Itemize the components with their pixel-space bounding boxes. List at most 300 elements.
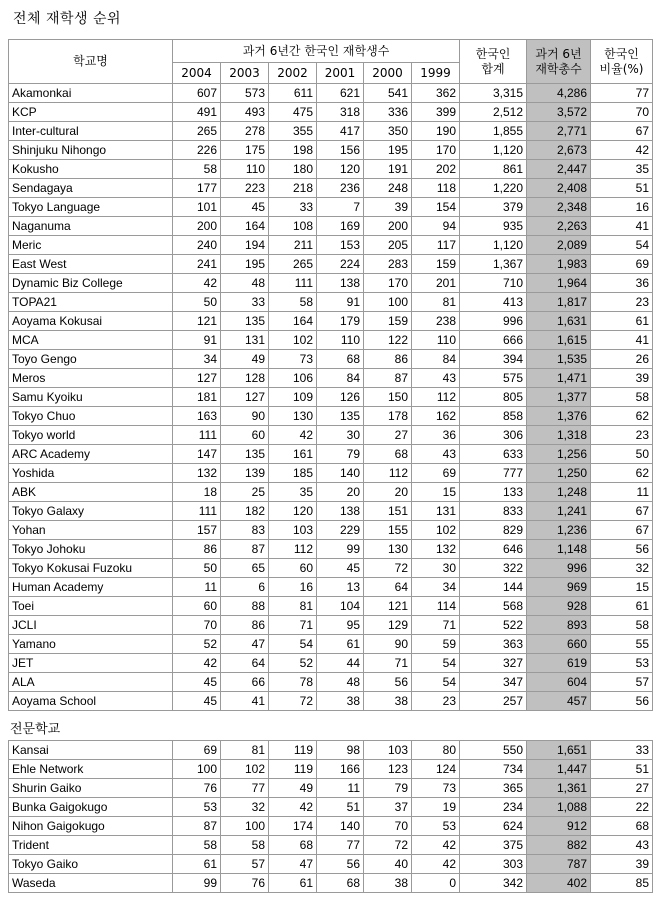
school-name-cell: Toei <box>9 597 173 616</box>
table-row <box>9 312 653 331</box>
korean-total-cell: 858 <box>460 407 527 426</box>
school-name-cell: Kansai <box>9 741 173 760</box>
korean-ratio-cell: 58 <box>591 616 653 635</box>
school-name-cell: TOPA21 <box>9 293 173 312</box>
year-2002-cell: 174 <box>269 817 317 836</box>
year-2001-cell: 224 <box>317 255 364 274</box>
year-1999-cell: 94 <box>412 217 460 236</box>
year-1999-cell: 110 <box>412 331 460 350</box>
year-2000-cell: 100 <box>364 293 412 312</box>
year-2003-cell: 48 <box>221 274 269 293</box>
year-1999-cell: 170 <box>412 141 460 160</box>
korean-total-cell: 379 <box>460 198 527 217</box>
year-2003-cell: 66 <box>221 673 269 692</box>
year-2004-cell: 61 <box>173 855 221 874</box>
table-row <box>9 855 653 874</box>
year-2004-cell: 18 <box>173 483 221 502</box>
year-2002-cell: 102 <box>269 331 317 350</box>
table-row <box>9 179 653 198</box>
six-year-total-cell: 2,673 <box>527 141 591 160</box>
year-1999-cell: 131 <box>412 502 460 521</box>
korean-total-cell: 935 <box>460 217 527 236</box>
year-2004-cell: 42 <box>173 654 221 673</box>
table-row <box>9 274 653 293</box>
korean-total-cell: 363 <box>460 635 527 654</box>
year-2004-cell: 265 <box>173 122 221 141</box>
year-2004-cell: 58 <box>173 160 221 179</box>
year-2002-cell: 42 <box>269 426 317 445</box>
year-2001-cell: 99 <box>317 540 364 559</box>
school-name-cell: Yohan <box>9 521 173 540</box>
year-2001-cell: 51 <box>317 798 364 817</box>
korean-ratio-cell: 67 <box>591 122 653 141</box>
year-2001-cell: 48 <box>317 673 364 692</box>
year-2003-cell: 87 <box>221 540 269 559</box>
year-2002-cell: 161 <box>269 445 317 464</box>
year-1999-cell: 54 <box>412 654 460 673</box>
korean-total-cell: 568 <box>460 597 527 616</box>
table-row <box>9 760 653 779</box>
school-name-cell: ABK <box>9 483 173 502</box>
six-year-total-cell: 2,408 <box>527 179 591 198</box>
year-2002-cell: 49 <box>269 779 317 798</box>
table-row <box>9 293 653 312</box>
table-row <box>9 779 653 798</box>
year-2004-cell: 11 <box>173 578 221 597</box>
year-2003-cell: 135 <box>221 445 269 464</box>
six-year-total-cell: 2,348 <box>527 198 591 217</box>
year-1999-cell: 84 <box>412 350 460 369</box>
year-2002-cell: 58 <box>269 293 317 312</box>
six-year-total-cell: 928 <box>527 597 591 616</box>
korean-ratio-cell: 61 <box>591 312 653 331</box>
korean-total-cell: 1,120 <box>460 236 527 255</box>
table-row <box>9 198 653 217</box>
table-row <box>9 84 653 103</box>
korean-ratio-cell: 56 <box>591 540 653 559</box>
table-row <box>9 635 653 654</box>
table-row <box>9 236 653 255</box>
year-2000-cell: 86 <box>364 350 412 369</box>
year-2004-cell: 99 <box>173 874 221 893</box>
korean-total-cell: 2,512 <box>460 103 527 122</box>
school-name-cell: Bunka Gaigokugo <box>9 798 173 817</box>
school-name-cell: Human Academy <box>9 578 173 597</box>
year-1999-cell: 69 <box>412 464 460 483</box>
six-year-total-cell: 1,088 <box>527 798 591 817</box>
year-2002-cell: 42 <box>269 798 317 817</box>
korean-total-cell: 144 <box>460 578 527 597</box>
year-1999-cell: 42 <box>412 855 460 874</box>
year-2000-cell: 40 <box>364 855 412 874</box>
school-name-cell: Yamano <box>9 635 173 654</box>
six-year-total-cell: 2,263 <box>527 217 591 236</box>
korean-ratio-cell: 56 <box>591 692 653 711</box>
year-2003-cell: 6 <box>221 578 269 597</box>
korean-total-cell: 996 <box>460 312 527 331</box>
korean-total-cell: 550 <box>460 741 527 760</box>
korean-ratio-cell: 69 <box>591 255 653 274</box>
year-1999-cell: 43 <box>412 445 460 464</box>
six-year-total-cell: 1,148 <box>527 540 591 559</box>
header-year-2004: 2004 <box>173 63 221 84</box>
year-2000-cell: 178 <box>364 407 412 426</box>
year-2000-cell: 112 <box>364 464 412 483</box>
year-2002-cell: 108 <box>269 217 317 236</box>
year-1999-cell: 238 <box>412 312 460 331</box>
year-2004-cell: 157 <box>173 521 221 540</box>
year-2003-cell: 175 <box>221 141 269 160</box>
year-2002-cell: 54 <box>269 635 317 654</box>
school-name-cell: Toyo Gengo <box>9 350 173 369</box>
six-year-total-cell: 893 <box>527 616 591 635</box>
year-2001-cell: 138 <box>317 274 364 293</box>
korean-ratio-cell: 77 <box>591 84 653 103</box>
korean-total-cell: 394 <box>460 350 527 369</box>
year-2001-cell: 91 <box>317 293 364 312</box>
year-1999-cell: 19 <box>412 798 460 817</box>
korean-ratio-cell: 39 <box>591 369 653 388</box>
year-2001-cell: 140 <box>317 817 364 836</box>
year-2003-cell: 223 <box>221 179 269 198</box>
year-2003-cell: 195 <box>221 255 269 274</box>
year-2004-cell: 70 <box>173 616 221 635</box>
year-2000-cell: 336 <box>364 103 412 122</box>
korean-total-cell: 734 <box>460 760 527 779</box>
year-2001-cell: 20 <box>317 483 364 502</box>
year-2001-cell: 120 <box>317 160 364 179</box>
korean-total-cell: 624 <box>460 817 527 836</box>
year-2001-cell: 135 <box>317 407 364 426</box>
korean-ratio-cell: 85 <box>591 874 653 893</box>
year-2004-cell: 87 <box>173 817 221 836</box>
year-2000-cell: 123 <box>364 760 412 779</box>
table-row <box>9 483 653 502</box>
school-name-cell: Trident <box>9 836 173 855</box>
year-2002-cell: 218 <box>269 179 317 198</box>
year-2002-cell: 72 <box>269 692 317 711</box>
year-2002-cell: 164 <box>269 312 317 331</box>
korean-total-cell: 257 <box>460 692 527 711</box>
table-row <box>9 741 653 760</box>
year-2004-cell: 241 <box>173 255 221 274</box>
school-name-cell: Waseda <box>9 874 173 893</box>
six-year-total-cell: 1,535 <box>527 350 591 369</box>
year-2003-cell: 493 <box>221 103 269 122</box>
school-name-cell: ARC Academy <box>9 445 173 464</box>
year-2000-cell: 64 <box>364 578 412 597</box>
year-2002-cell: 475 <box>269 103 317 122</box>
year-2000-cell: 350 <box>364 122 412 141</box>
year-2002-cell: 60 <box>269 559 317 578</box>
year-2000-cell: 195 <box>364 141 412 160</box>
year-2003-cell: 47 <box>221 635 269 654</box>
korean-total-cell: 833 <box>460 502 527 521</box>
header-year-2000: 2000 <box>364 63 412 84</box>
year-2001-cell: 318 <box>317 103 364 122</box>
six-year-total-cell: 2,447 <box>527 160 591 179</box>
year-1999-cell: 102 <box>412 521 460 540</box>
year-2001-cell: 166 <box>317 760 364 779</box>
korean-total-cell: 805 <box>460 388 527 407</box>
year-2002-cell: 180 <box>269 160 317 179</box>
year-2001-cell: 104 <box>317 597 364 616</box>
korean-total-cell: 413 <box>460 293 527 312</box>
year-2001-cell: 13 <box>317 578 364 597</box>
year-2004-cell: 42 <box>173 274 221 293</box>
year-2000-cell: 37 <box>364 798 412 817</box>
korean-total-cell: 710 <box>460 274 527 293</box>
school-name-cell: Meros <box>9 369 173 388</box>
year-2004-cell: 200 <box>173 217 221 236</box>
year-2004-cell: 76 <box>173 779 221 798</box>
year-1999-cell: 34 <box>412 578 460 597</box>
school-name-cell: Tokyo Gaiko <box>9 855 173 874</box>
year-2000-cell: 155 <box>364 521 412 540</box>
year-2000-cell: 191 <box>364 160 412 179</box>
year-2001-cell: 45 <box>317 559 364 578</box>
year-2002-cell: 73 <box>269 350 317 369</box>
year-2001-cell: 138 <box>317 502 364 521</box>
year-1999-cell: 362 <box>412 84 460 103</box>
year-1999-cell: 36 <box>412 426 460 445</box>
year-1999-cell: 202 <box>412 160 460 179</box>
year-2002-cell: 78 <box>269 673 317 692</box>
table-row <box>9 692 653 711</box>
year-1999-cell: 23 <box>412 692 460 711</box>
year-2000-cell: 72 <box>364 836 412 855</box>
year-2002-cell: 61 <box>269 874 317 893</box>
table-row <box>9 817 653 836</box>
school-name-cell: Yoshida <box>9 464 173 483</box>
year-2001-cell: 11 <box>317 779 364 798</box>
year-2002-cell: 33 <box>269 198 317 217</box>
school-name-cell: MCA <box>9 331 173 350</box>
year-2001-cell: 95 <box>317 616 364 635</box>
six-year-total-cell: 1,241 <box>527 502 591 521</box>
korean-ratio-cell: 51 <box>591 760 653 779</box>
korean-ratio-cell: 41 <box>591 217 653 236</box>
year-2004-cell: 60 <box>173 597 221 616</box>
six-year-total-cell: 912 <box>527 817 591 836</box>
table-row <box>9 502 653 521</box>
year-2004-cell: 45 <box>173 673 221 692</box>
year-2002-cell: 611 <box>269 84 317 103</box>
school-name-cell: Tokyo Language <box>9 198 173 217</box>
korean-total-cell: 3,315 <box>460 84 527 103</box>
table-row <box>9 798 653 817</box>
year-1999-cell: 124 <box>412 760 460 779</box>
header-six-year-total-line2: 재학총수 <box>535 61 582 76</box>
year-2000-cell: 38 <box>364 874 412 893</box>
korean-total-cell: 646 <box>460 540 527 559</box>
korean-total-cell: 1,220 <box>460 179 527 198</box>
year-1999-cell: 190 <box>412 122 460 141</box>
year-2003-cell: 131 <box>221 331 269 350</box>
year-1999-cell: 112 <box>412 388 460 407</box>
year-2004-cell: 491 <box>173 103 221 122</box>
year-2001-cell: 98 <box>317 741 364 760</box>
korean-ratio-cell: 33 <box>591 741 653 760</box>
year-2003-cell: 57 <box>221 855 269 874</box>
table-row <box>9 559 653 578</box>
six-year-total-cell: 457 <box>527 692 591 711</box>
korean-total-cell: 347 <box>460 673 527 692</box>
year-2003-cell: 65 <box>221 559 269 578</box>
year-2000-cell: 20 <box>364 483 412 502</box>
table-row <box>9 540 653 559</box>
school-name-cell: Shurin Gaiko <box>9 779 173 798</box>
year-2003-cell: 81 <box>221 741 269 760</box>
korean-ratio-cell: 54 <box>591 236 653 255</box>
vocational-school-table <box>8 740 653 893</box>
year-1999-cell: 42 <box>412 836 460 855</box>
year-2001-cell: 38 <box>317 692 364 711</box>
table-row <box>9 616 653 635</box>
korean-total-cell: 1,855 <box>460 122 527 141</box>
korean-ratio-cell: 67 <box>591 521 653 540</box>
korean-total-cell: 1,367 <box>460 255 527 274</box>
year-2000-cell: 103 <box>364 741 412 760</box>
korean-total-cell: 234 <box>460 798 527 817</box>
year-1999-cell: 159 <box>412 255 460 274</box>
korean-ratio-cell: 62 <box>591 407 653 426</box>
page-title: 전체 재학생 순위 <box>13 11 122 27</box>
year-2003-cell: 100 <box>221 817 269 836</box>
school-name-cell: KCP <box>9 103 173 122</box>
year-2003-cell: 45 <box>221 198 269 217</box>
korean-ratio-cell: 41 <box>591 331 653 350</box>
year-2004-cell: 127 <box>173 369 221 388</box>
table-row <box>9 141 653 160</box>
table-row <box>9 388 653 407</box>
year-2001-cell: 169 <box>317 217 364 236</box>
year-2004-cell: 53 <box>173 798 221 817</box>
year-2000-cell: 205 <box>364 236 412 255</box>
year-2001-cell: 68 <box>317 350 364 369</box>
six-year-total-cell: 1,236 <box>527 521 591 540</box>
year-2003-cell: 102 <box>221 760 269 779</box>
korean-ratio-cell: 67 <box>591 502 653 521</box>
year-2004-cell: 45 <box>173 692 221 711</box>
table-row <box>9 217 653 236</box>
year-1999-cell: 117 <box>412 236 460 255</box>
year-2002-cell: 35 <box>269 483 317 502</box>
year-2000-cell: 56 <box>364 673 412 692</box>
year-2000-cell: 87 <box>364 369 412 388</box>
school-name-cell: JET <box>9 654 173 673</box>
table-row <box>9 122 653 141</box>
year-2000-cell: 71 <box>364 654 412 673</box>
year-1999-cell: 201 <box>412 274 460 293</box>
six-year-total-cell: 1,250 <box>527 464 591 483</box>
six-year-total-cell: 1,471 <box>527 369 591 388</box>
korean-ratio-cell: 39 <box>591 855 653 874</box>
header-korean-ratio-line2: 비율(%) <box>599 61 644 76</box>
year-2001-cell: 126 <box>317 388 364 407</box>
table-row <box>9 673 653 692</box>
year-2000-cell: 541 <box>364 84 412 103</box>
year-2003-cell: 33 <box>221 293 269 312</box>
school-name-cell: Tokyo Galaxy <box>9 502 173 521</box>
year-2000-cell: 200 <box>364 217 412 236</box>
korean-ratio-cell: 62 <box>591 464 653 483</box>
school-name-cell: Tokyo Kokusai Fuzoku <box>9 559 173 578</box>
year-2001-cell: 30 <box>317 426 364 445</box>
year-1999-cell: 162 <box>412 407 460 426</box>
year-2000-cell: 72 <box>364 559 412 578</box>
korean-ratio-cell: 51 <box>591 179 653 198</box>
year-2002-cell: 71 <box>269 616 317 635</box>
korean-ratio-cell: 36 <box>591 274 653 293</box>
year-2002-cell: 111 <box>269 274 317 293</box>
school-name-cell: Sendagaya <box>9 179 173 198</box>
table-row <box>9 874 653 893</box>
year-2004-cell: 69 <box>173 741 221 760</box>
year-2004-cell: 34 <box>173 350 221 369</box>
six-year-total-cell: 1,361 <box>527 779 591 798</box>
year-2004-cell: 91 <box>173 331 221 350</box>
year-2000-cell: 170 <box>364 274 412 293</box>
year-1999-cell: 154 <box>412 198 460 217</box>
year-2003-cell: 139 <box>221 464 269 483</box>
six-year-total-cell: 402 <box>527 874 591 893</box>
header-yearly-group: 과거 6년간 한국인 재학생수 <box>173 40 460 63</box>
korean-total-cell: 633 <box>460 445 527 464</box>
year-1999-cell: 15 <box>412 483 460 502</box>
korean-total-cell: 306 <box>460 426 527 445</box>
header-korean-ratio-line1: 한국인 <box>604 46 639 61</box>
year-2003-cell: 135 <box>221 312 269 331</box>
six-year-total-cell: 619 <box>527 654 591 673</box>
year-2001-cell: 61 <box>317 635 364 654</box>
school-name-cell: Aoyama Kokusai <box>9 312 173 331</box>
school-name-cell: JCLI <box>9 616 173 635</box>
year-1999-cell: 399 <box>412 103 460 122</box>
year-2004-cell: 132 <box>173 464 221 483</box>
year-2001-cell: 621 <box>317 84 364 103</box>
six-year-total-cell: 1,651 <box>527 741 591 760</box>
year-2003-cell: 49 <box>221 350 269 369</box>
table-row <box>9 464 653 483</box>
korean-total-cell: 327 <box>460 654 527 673</box>
year-2004-cell: 607 <box>173 84 221 103</box>
year-2000-cell: 39 <box>364 198 412 217</box>
six-year-total-cell: 1,248 <box>527 483 591 502</box>
header-korean-total-line2: 합계 <box>481 61 505 76</box>
korean-ratio-cell: 32 <box>591 559 653 578</box>
year-1999-cell: 118 <box>412 179 460 198</box>
korean-ratio-cell: 58 <box>591 388 653 407</box>
korean-ratio-cell: 16 <box>591 198 653 217</box>
school-name-cell: Tokyo world <box>9 426 173 445</box>
year-1999-cell: 30 <box>412 559 460 578</box>
year-2003-cell: 32 <box>221 798 269 817</box>
year-1999-cell: 73 <box>412 779 460 798</box>
header-six-year-total <box>527 40 591 84</box>
year-1999-cell: 43 <box>412 369 460 388</box>
year-2003-cell: 58 <box>221 836 269 855</box>
korean-total-cell: 1,120 <box>460 141 527 160</box>
year-2003-cell: 25 <box>221 483 269 502</box>
year-2004-cell: 177 <box>173 179 221 198</box>
korean-ratio-cell: 22 <box>591 798 653 817</box>
six-year-total-cell: 1,615 <box>527 331 591 350</box>
six-year-total-cell: 969 <box>527 578 591 597</box>
korean-total-cell: 303 <box>460 855 527 874</box>
year-2001-cell: 140 <box>317 464 364 483</box>
table-row <box>9 103 653 122</box>
